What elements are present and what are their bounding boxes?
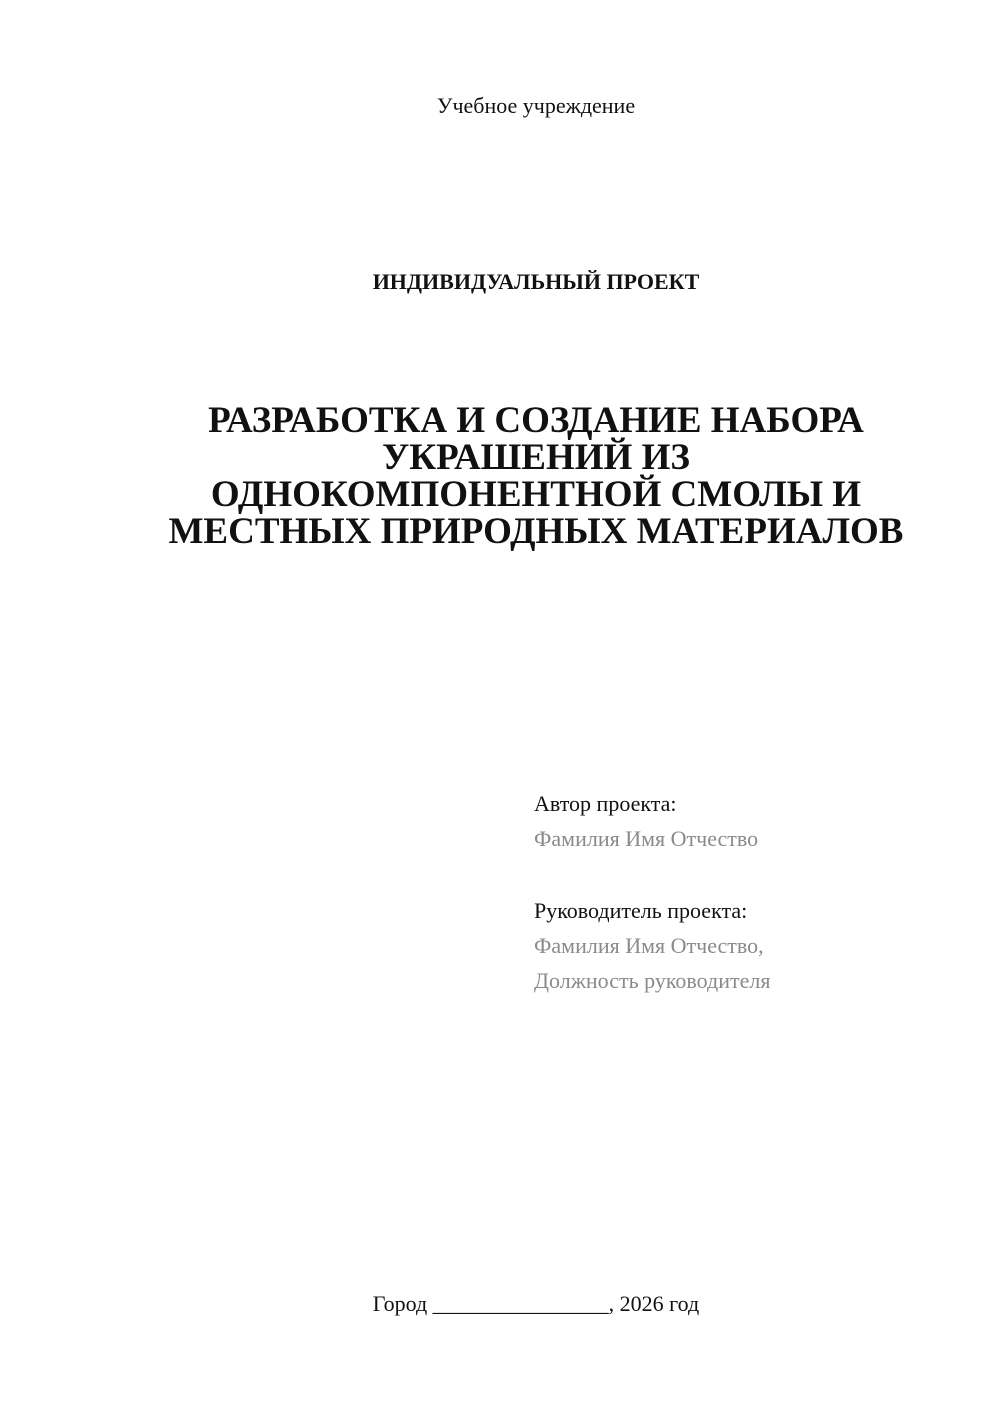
project-title-line: УКРАШЕНИЙ ИЗ bbox=[382, 437, 690, 478]
supervisor-name-placeholder: Фамилия Имя Отчество, bbox=[534, 933, 764, 958]
supervisor-position-placeholder: Должность руководителя bbox=[534, 968, 771, 993]
supervisor-block bbox=[534, 893, 974, 998]
author-label: Автор проекта: bbox=[534, 791, 677, 816]
project-title-line: МЕСТНЫХ ПРИРОДНЫХ МАТЕРИАЛОВ bbox=[168, 511, 904, 552]
author-block bbox=[534, 786, 974, 856]
city-year-line: Город ________________, 2026 год bbox=[372, 1291, 700, 1316]
supervisor-label: Руководитель проекта: bbox=[534, 898, 748, 923]
author-name-placeholder: Фамилия Имя Отчество bbox=[534, 826, 759, 851]
project-title bbox=[100, 402, 972, 550]
document-type-heading: ИНДИВИДУАЛЬНЫЙ ПРОЕКТ bbox=[372, 269, 700, 294]
project-title-line: РАЗРАБОТКА И СОЗДАНИЕ НАБОРА bbox=[208, 400, 864, 441]
project-title-line: ОДНОКОМПОНЕНТНОЙ СМОЛЫ И bbox=[210, 474, 862, 515]
institution-name: Учебное учреждение bbox=[436, 93, 636, 118]
